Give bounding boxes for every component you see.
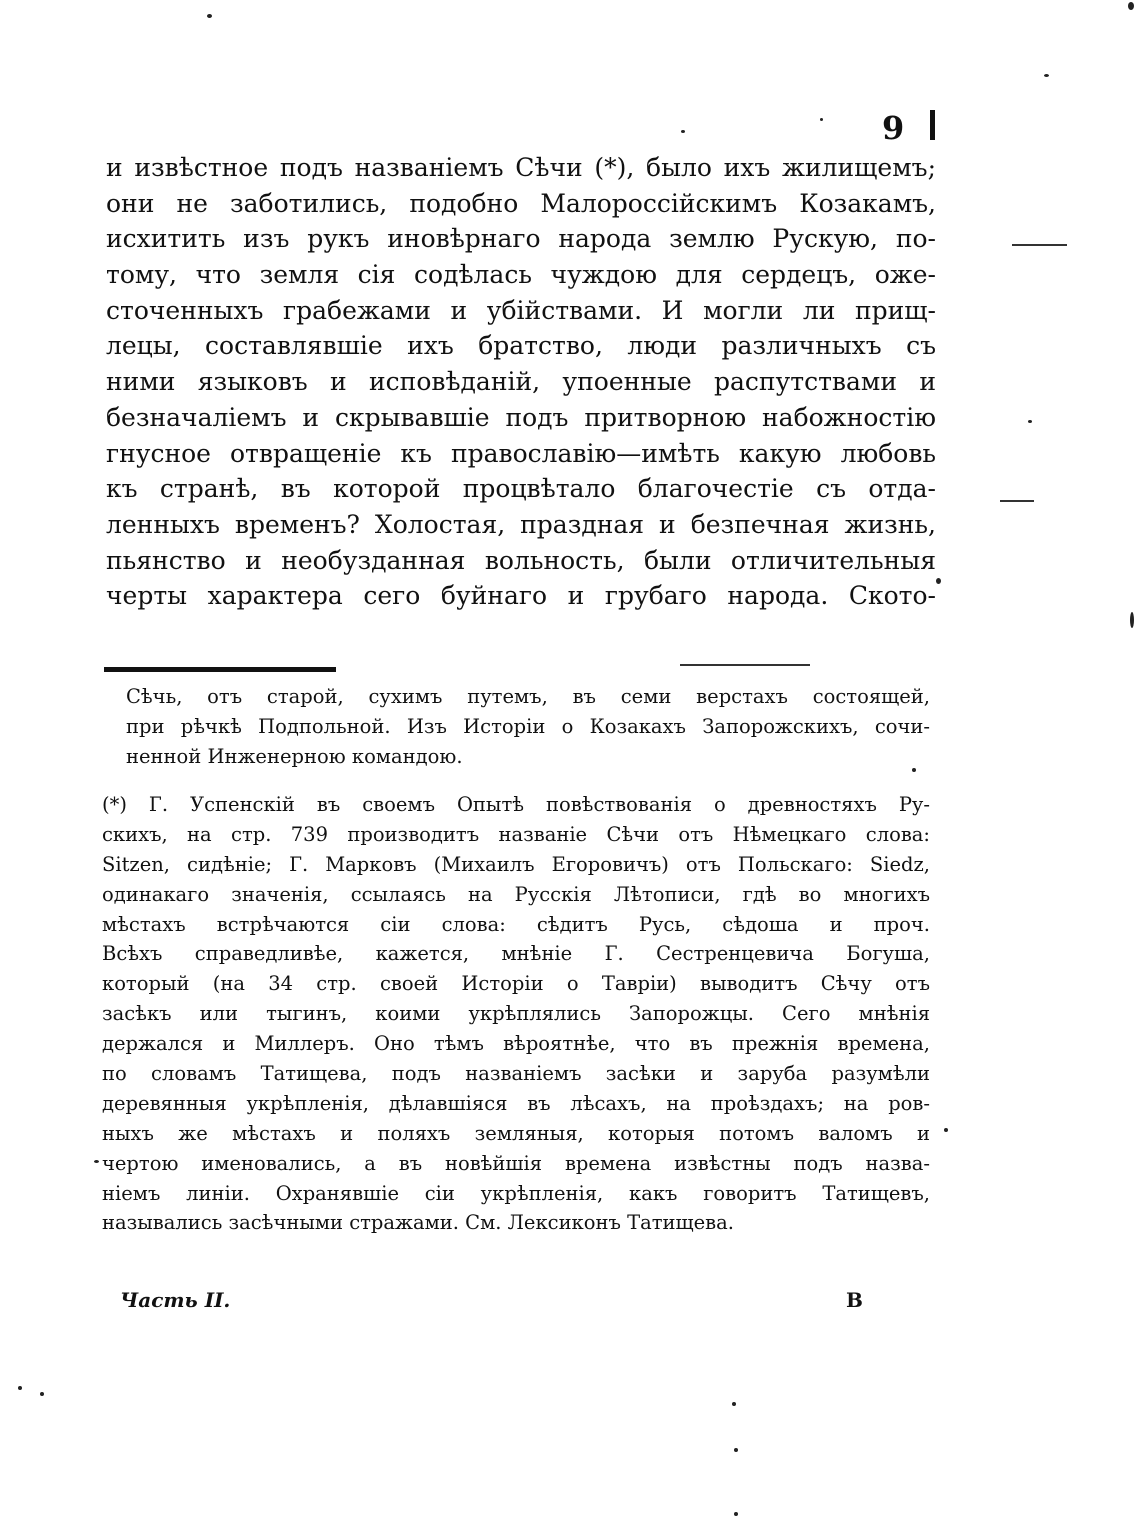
page-number-mark <box>930 110 935 140</box>
scan-speck <box>734 1448 738 1452</box>
body-line-1: и извѣстное подъ названіемъ Сѣчи (*), было ихъ жилищемъ; <box>106 153 936 182</box>
body-line-13: черты характера сего буйнаго и грубаго народа. Ското- <box>106 581 936 611</box>
footnote2-line-13: чертою именовались, а въ новѣйшія времена извѣстны подъ назва- <box>102 1151 930 1175</box>
body-line-9: гнусное отвращеніе къ православію—имѣть какую любовь <box>106 438 936 468</box>
body-line-10: къ странѣ, въ которой процвѣтало благочестіе съ отда- <box>106 474 936 504</box>
body-line-2: они не заботились, подобно Малороссійскимъ Козакамъ, <box>106 188 936 218</box>
scan-mark <box>1000 500 1034 502</box>
footnote2-line-9: держался и Миллеръ. Оно тѣмъ вѣроятнѣе, что въ прежнія времена, <box>102 1032 930 1056</box>
footnote1-line-2: при рѣчкѣ Подпольной. Изъ Исторіи о Козакахъ Запорожскихъ, сочи- <box>126 714 930 738</box>
body-line-8: безначаліемъ и скрывавшіе подъ притворною набожностію <box>106 402 936 432</box>
footnote-asterisk <box>102 790 930 1238</box>
footnote2-line-7: который (на 34 стр. своей Исторіи о Тавріи) выводитъ Сѣчу отъ <box>102 972 930 996</box>
scan-speck <box>94 1160 99 1163</box>
footnote1-line-3: ненной Инженерною командою. <box>126 744 463 768</box>
footnote2-line-1: (*) Г. Успенскій въ своемъ Опытѣ повѣствованія о древностяхъ Ру- <box>102 793 930 816</box>
body-line-7: ними языковъ и исповѣданій, упоенные распутствами и <box>106 367 936 397</box>
signature-mark: В <box>846 1288 863 1312</box>
body-line-6: лецы, составлявшіе ихъ братство, люди различныхъ съ <box>106 331 936 361</box>
scan-speck <box>1028 420 1032 423</box>
footnote1-line-1: Сѣчь, отъ старой, сухимъ путемъ, въ семи верстахъ состоящей, <box>126 685 930 708</box>
scan-speck <box>1130 612 1134 628</box>
scan-speck <box>732 1402 736 1406</box>
scan-speck <box>734 1512 738 1516</box>
scan-speck <box>936 578 941 584</box>
footnote-continuation <box>126 682 930 772</box>
footnote2-line-11: деревянныя укрѣпленія, дѣлавшіяся въ лѣсахъ, на проѣздахъ; на ров- <box>102 1091 930 1115</box>
scan-speck <box>944 1128 948 1132</box>
scan-speck <box>1128 2 1134 10</box>
footnote2-line-8: засѣкъ или тыгинъ, коими укрѣплялись Запорожцы. Сего мнѣнія <box>102 1002 930 1026</box>
footnote2-line-5: мѣстахъ встрѣчаются сіи слова: сѣдитъ Русь, сѣдоша и проч. <box>102 912 930 936</box>
body-line-12: пьянство и необузданная вольность, были отличительныя <box>106 545 936 575</box>
part-label: Часть II. <box>120 1288 231 1312</box>
body-line-11: ленныхъ временъ? Холостая, праздная и безпечная жизнь, <box>106 509 936 539</box>
main-text <box>106 150 936 614</box>
scan-speck <box>40 1392 44 1396</box>
body-line-3: исхитить изъ рукъ иновѣрнаго народа землю Рускую, по- <box>106 224 936 254</box>
scan-speck <box>681 130 685 133</box>
scan-mark <box>1012 244 1067 246</box>
footnote2-line-3: Sitzen, сидѣніе; Г. Марковъ (Михаилъ Егоровичъ) отъ Польскаго: Siedz, <box>102 852 930 876</box>
footnote2-line-4: одинакаго значенія, ссылаясь на Русскія Лѣтописи, гдѣ во многихъ <box>102 882 930 906</box>
faint-rule-mark <box>680 664 810 666</box>
page-number: 9 <box>882 109 905 147</box>
scan-speck <box>18 1386 22 1390</box>
scan-speck <box>1044 74 1049 77</box>
scan-speck <box>820 118 823 121</box>
body-line-5: сточенныхъ грабежами и убійствами. И могли ли прищ- <box>106 295 936 325</box>
footnote2-line-15: назывались засѣчными стражами. См. Лексиконъ Татищева. <box>102 1211 734 1235</box>
footnote2-line-12: ныхъ же мѣстахъ и поляхъ земляныя, которыя потомъ валомъ и <box>102 1121 930 1145</box>
footnote-rule <box>104 667 336 672</box>
body-line-4: тому, что земля сія содѣлась чуждою для сердецъ, ожe- <box>106 260 936 290</box>
footnote2-line-6: Всѣхъ справедливѣе, кажется, мнѣніе Г. Сестренцевича Богуша, <box>102 942 930 966</box>
footnote2-line-14: ніемъ линіи. Охранявшіе сіи укрѣпленія, какъ говоритъ Татищевъ, <box>102 1181 930 1205</box>
footnote2-line-10: по словамъ Татищева, подъ названіемъ засѣки и заруба разумѣли <box>102 1062 930 1086</box>
scan-speck <box>207 14 212 18</box>
footnote2-line-2: скихъ, на стр. 739 производитъ названіе Сѣчи отъ Нѣмецкаго слова: <box>102 822 930 846</box>
scan-speck <box>912 768 916 772</box>
